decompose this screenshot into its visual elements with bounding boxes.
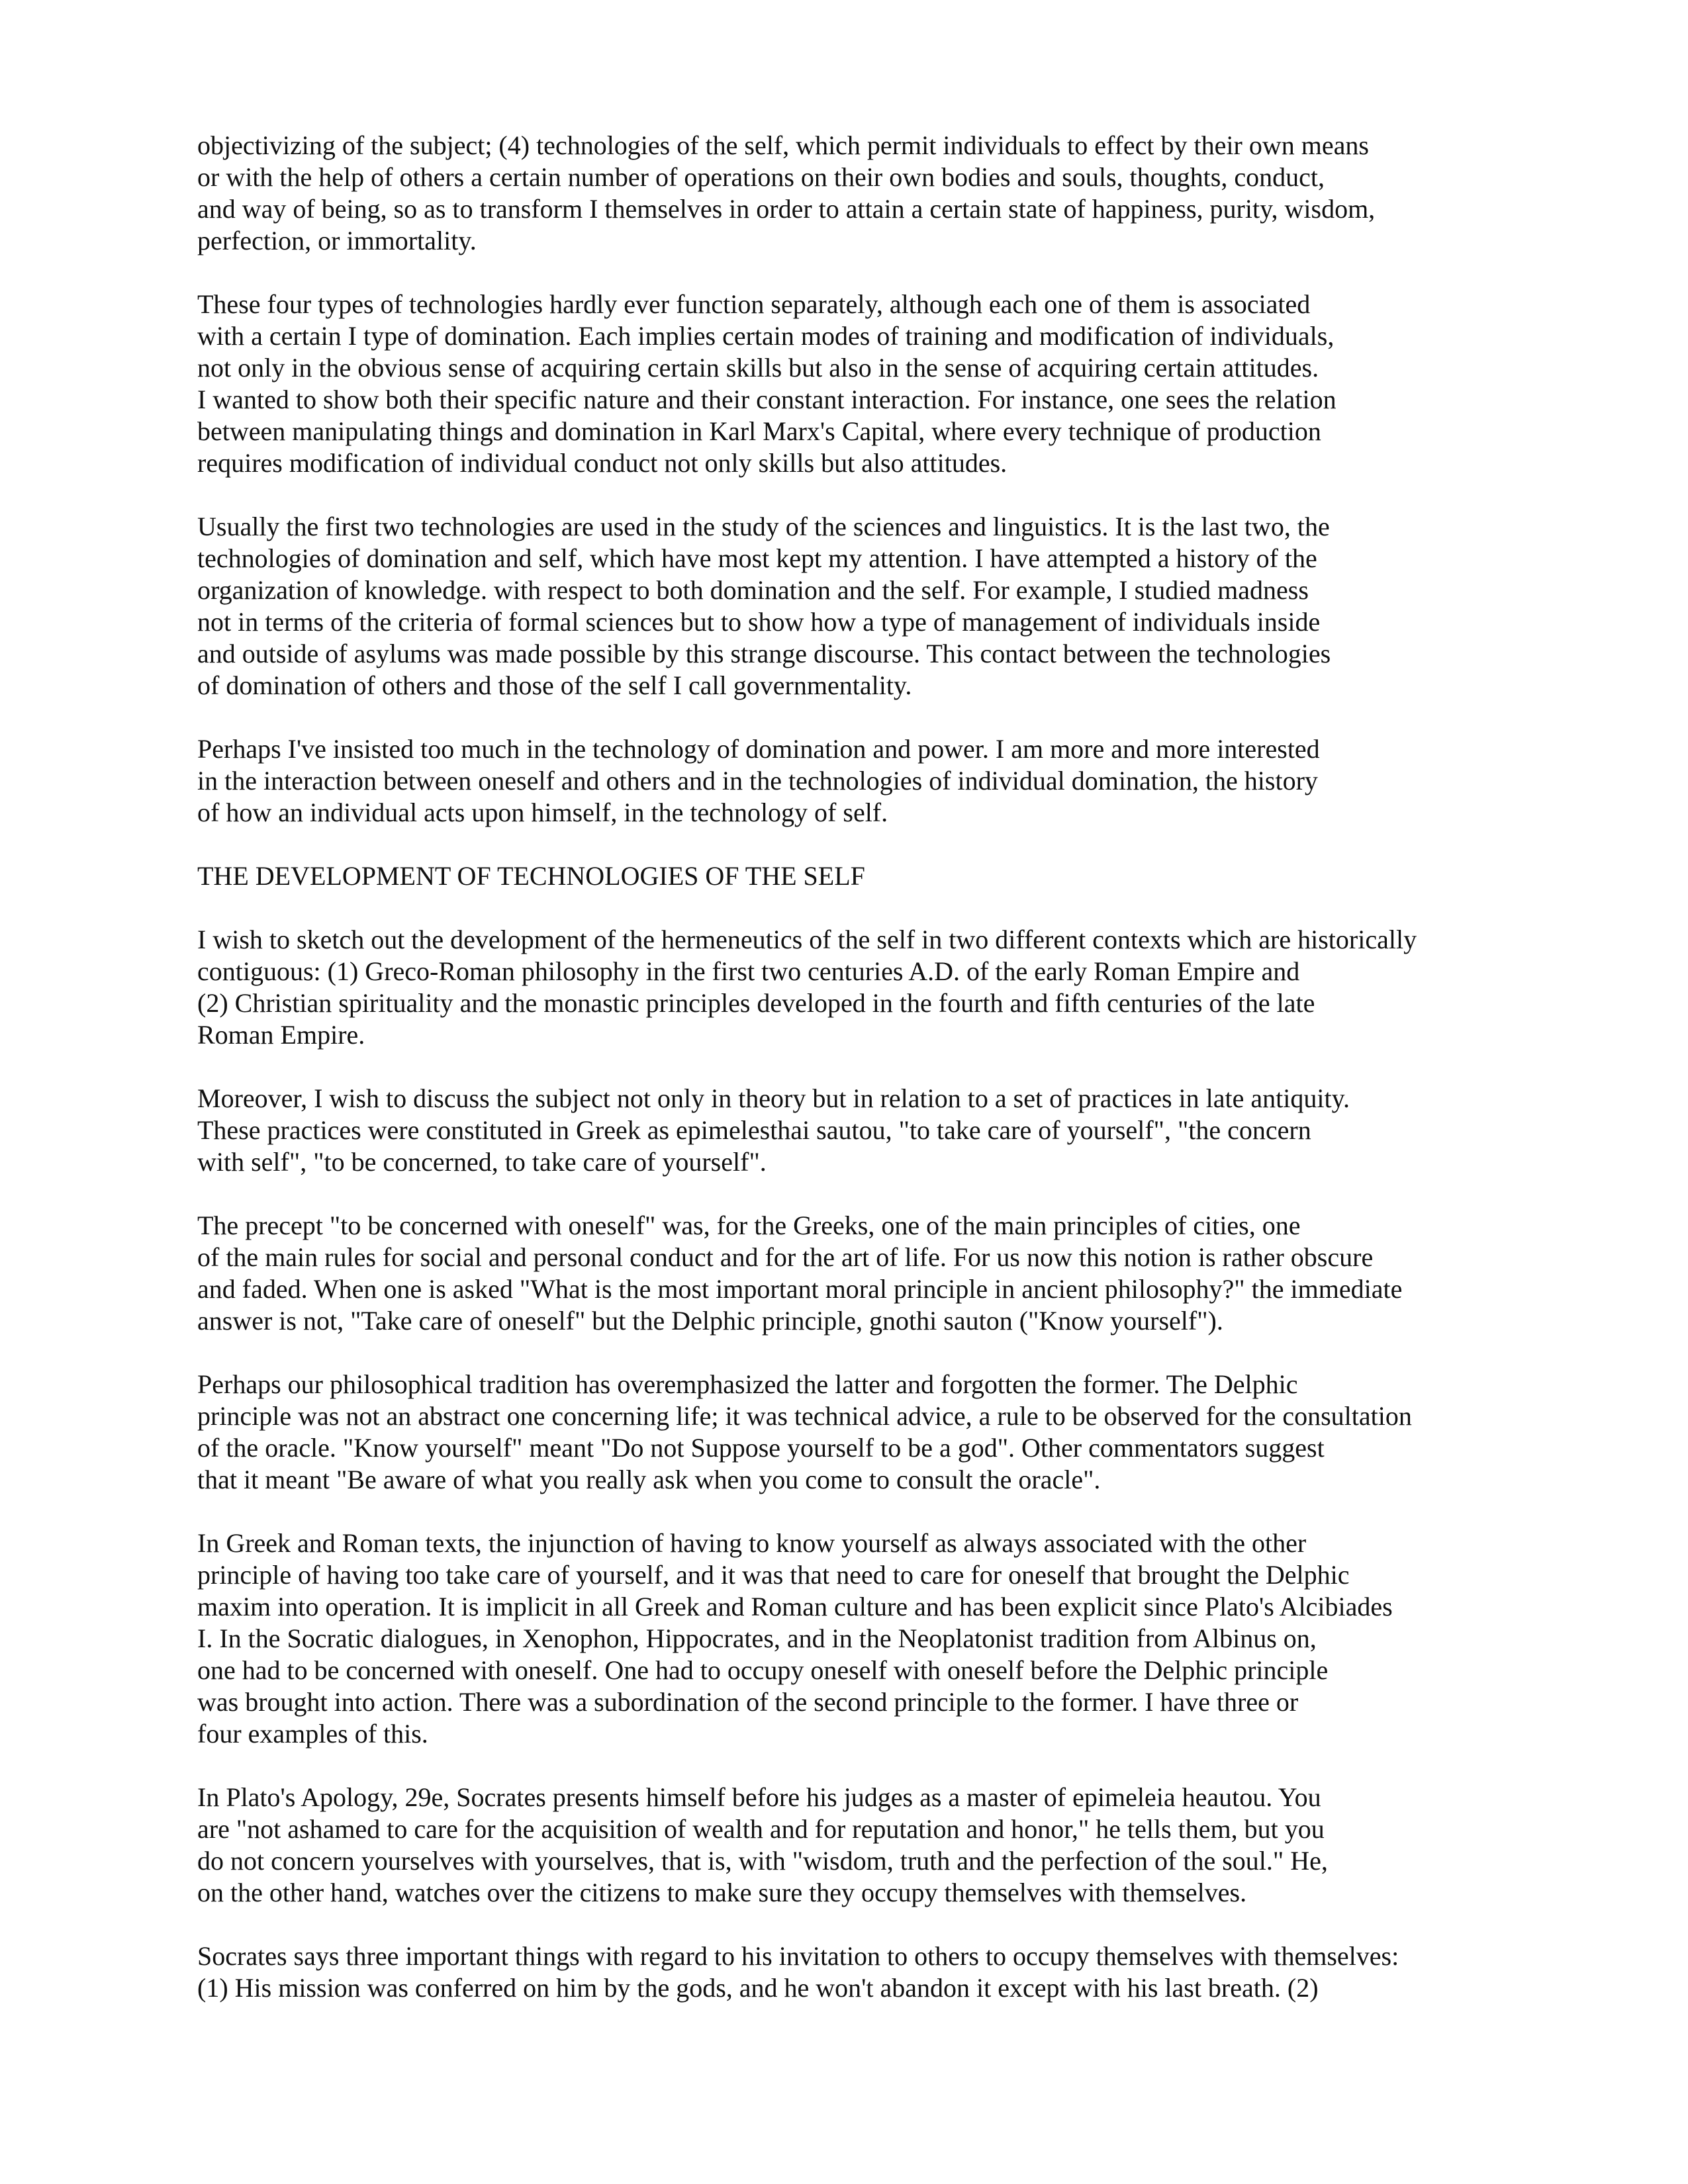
text-line: was brought into action. There was a subordination of the second principle to the former. I have three or bbox=[197, 1687, 1299, 1717]
text-line: Perhaps our philosophical tradition has overemphasized the latter and forgotten the former. The Delphic bbox=[197, 1369, 1298, 1399]
paragraph bbox=[197, 130, 1587, 257]
text-line: and faded. When one is asked "What is the most important moral principle in ancient philosophy?" the immediate bbox=[197, 1274, 1403, 1304]
text-line: with self", "to be concerned, to take care of yourself". bbox=[197, 1147, 767, 1177]
text-line: principle of having too take care of yourself, and it was that need to care for oneself that brought the Delphic bbox=[197, 1560, 1350, 1590]
text-line: objectivizing of the subject; (4) technologies of the self, which permit individuals to effect by their own means bbox=[197, 130, 1369, 160]
text-line: not in terms of the criteria of formal sciences but to show how a type of management of individuals inside bbox=[197, 607, 1321, 637]
text-line: Socrates says three important things with regard to his invitation to others to occupy themselves with themselves: bbox=[197, 1941, 1399, 1971]
paragraph bbox=[197, 289, 1587, 479]
paragraphs-after-heading bbox=[197, 924, 1587, 2004]
text-line: I. In the Socratic dialogues, in Xenophon, Hippocrates, and in the Neoplatonist tradition from Albinus on, bbox=[197, 1623, 1317, 1653]
text-line: and outside of asylums was made possible by this strange discourse. This contact between the technologies bbox=[197, 639, 1331, 668]
text-line: and way of being, so as to transform I themselves in order to attain a certain state of happiness, purity, wisdom, bbox=[197, 194, 1376, 224]
text-line: (2) Christian spirituality and the monastic principles developed in the fourth and fifth centuries of the late bbox=[197, 988, 1315, 1018]
paragraph bbox=[197, 511, 1587, 702]
text-line: I wanted to show both their specific nature and their constant interaction. For instance, one sees the relation bbox=[197, 385, 1336, 414]
text-line: of the oracle. "Know yourself" meant "Do not Suppose yourself to be a god". Other commentators suggest bbox=[197, 1433, 1325, 1463]
paragraph bbox=[197, 924, 1587, 1051]
text-line: principle was not an abstract one concerning life; it was technical advice, a rule to be observed for the consultation bbox=[197, 1401, 1412, 1431]
text-line: Perhaps I've insisted too much in the technology of domination and power. I am more and more interested bbox=[197, 734, 1320, 764]
text-line: These practices were constituted in Greek as epimelesthai sautou, "to take care of yourself", "the concern bbox=[197, 1115, 1311, 1145]
text-line: Roman Empire. bbox=[197, 1020, 365, 1050]
paragraph bbox=[197, 1369, 1587, 1496]
text-line: I wish to sketch out the development of the hermeneutics of the self in two different contexts which are historically bbox=[197, 925, 1417, 954]
text-line: four examples of this. bbox=[197, 1719, 428, 1749]
text-line: contiguous: (1) Greco-Roman philosophy in the first two centuries A.D. of the early Roman Empire and bbox=[197, 956, 1300, 986]
paragraph bbox=[197, 1210, 1587, 1337]
text-line: in the interaction between oneself and others and in the technologies of individual domination, the history bbox=[197, 766, 1318, 796]
text-line: (1) His mission was conferred on him by the gods, and he won't abandon it except with his last breath. (2) bbox=[197, 1973, 1319, 2003]
text-line: answer is not, "Take care of oneself" but the Delphic principle, gnothi sauton ("Know yourself"). bbox=[197, 1306, 1223, 1336]
document-page bbox=[197, 130, 1587, 2036]
text-line: of domination of others and those of the self I call governmentality. bbox=[197, 670, 912, 700]
text-line: organization of knowledge. with respect to both domination and the self. For example, I studied madness bbox=[197, 575, 1309, 605]
text-line: maxim into operation. It is implicit in all Greek and Roman culture and has been explicit since Plato's Alcibiades bbox=[197, 1592, 1393, 1621]
text-line: In Plato's Apology, 29e, Socrates presents himself before his judges as a master of epimeleia heautou. You bbox=[197, 1782, 1321, 1812]
text-line: perfection, or immortality. bbox=[197, 226, 477, 255]
text-line: Moreover, I wish to discuss the subject not only in theory but in relation to a set of practices in late antiquity. bbox=[197, 1083, 1350, 1113]
text-line: These four types of technologies hardly ever function separately, although each one of them is associated bbox=[197, 289, 1311, 319]
text-line: The precept "to be concerned with oneself" was, for the Greeks, one of the main principles of cities, one bbox=[197, 1210, 1301, 1240]
text-line: between manipulating things and domination in Karl Marx's Capital, where every technique of production bbox=[197, 416, 1321, 446]
text-line: of how an individual acts upon himself, in the technology of self. bbox=[197, 797, 888, 827]
text-line: or with the help of others a certain number of operations on their own bodies and souls, thoughts, conduct, bbox=[197, 162, 1325, 192]
text-line: requires modification of individual conduct not only skills but also attitudes. bbox=[197, 448, 1008, 478]
paragraph bbox=[197, 1083, 1587, 1178]
section-heading: THE DEVELOPMENT OF TECHNOLOGIES OF THE SELF bbox=[197, 861, 865, 891]
paragraph bbox=[197, 1782, 1587, 1909]
text-line: that it meant "Be aware of what you really ask when you come to consult the oracle". bbox=[197, 1465, 1101, 1494]
text-line: on the other hand, watches over the citizens to make sure they occupy themselves with themselves. bbox=[197, 1878, 1247, 1907]
text-line: do not concern yourselves with yourselves, that is, with "wisdom, truth and the perfection of the soul." He, bbox=[197, 1846, 1328, 1876]
paragraph bbox=[197, 1940, 1587, 2004]
paragraph bbox=[197, 1527, 1587, 1750]
text-line: of the main rules for social and personal conduct and for the art of life. For us now this notion is rather obscure bbox=[197, 1242, 1374, 1272]
text-line: technologies of domination and self, which have most kept my attention. I have attempted a history of the bbox=[197, 543, 1317, 573]
text-line: not only in the obvious sense of acquiring certain skills but also in the sense of acquiring certain attitudes. bbox=[197, 353, 1319, 383]
text-line: with a certain I type of domination. Each implies certain modes of training and modification of individuals, bbox=[197, 321, 1335, 351]
text-line: Usually the first two technologies are used in the study of the sciences and linguistics. It is the last two, the bbox=[197, 512, 1330, 541]
paragraphs-before-heading bbox=[197, 130, 1587, 829]
text-line: are "not ashamed to care for the acquisition of wealth and for reputation and honor," he tells them, but you bbox=[197, 1814, 1325, 1844]
text-line: one had to be concerned with oneself. One had to occupy oneself with oneself before the Delphic principle bbox=[197, 1655, 1329, 1685]
text-line: In Greek and Roman texts, the injunction of having to know yourself as always associated with the other bbox=[197, 1528, 1307, 1558]
paragraph bbox=[197, 733, 1587, 829]
